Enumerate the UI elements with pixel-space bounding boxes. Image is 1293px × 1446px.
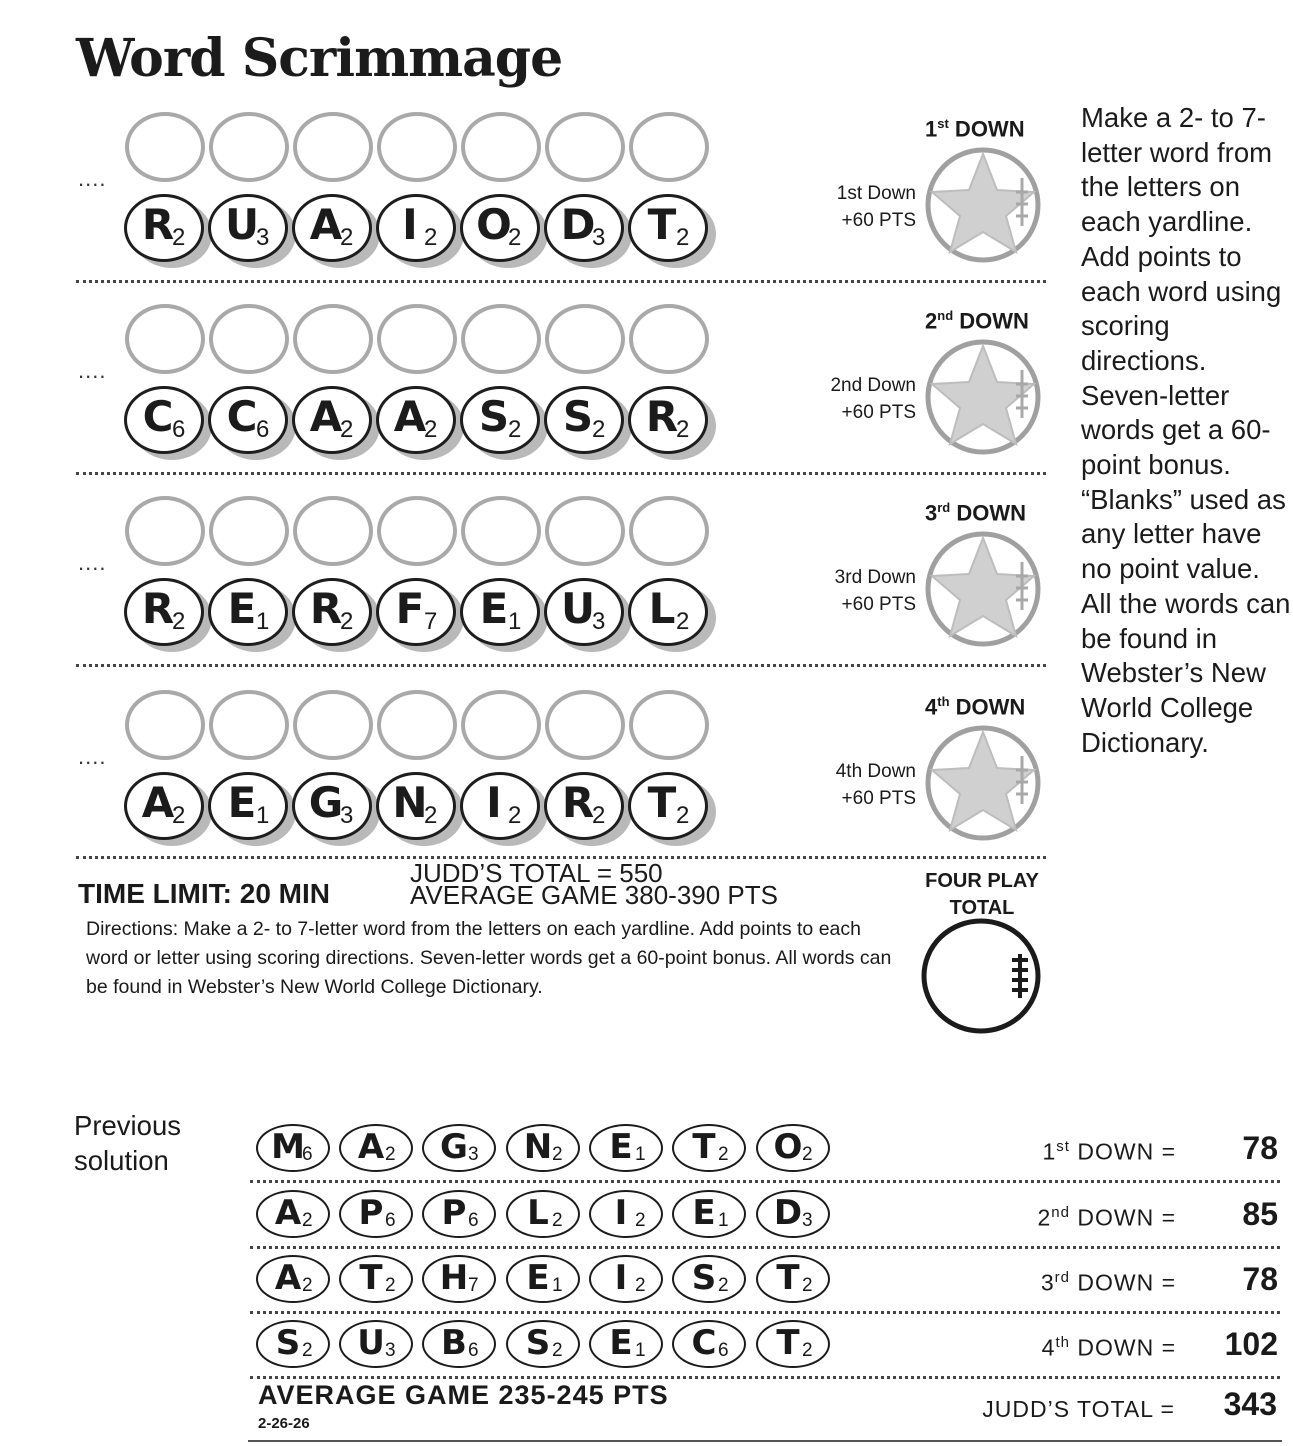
down-score-field[interactable] [924,338,1042,456]
tile-points: 1 [256,802,270,829]
row-leader-dots: .... [78,550,107,575]
tile-letter: A [393,392,427,441]
tile-letter: L [648,584,676,633]
bonus-down-label: 4th Down [835,761,916,782]
solution-tile [506,1124,580,1172]
answer-blank[interactable] [545,496,625,566]
answer-blank[interactable] [209,112,289,182]
previous-judds-total-label: JUDD’S TOTAL = [982,1396,1175,1422]
solution-tile [339,1124,413,1172]
letter-tile [544,772,624,840]
tile-letter: A [309,392,343,441]
tile-letter: T [692,1127,716,1167]
tile-points: 3 [592,608,606,635]
row-leader-dots: .... [78,358,107,383]
tile-points: 2 [302,1340,313,1361]
tile-letter: N [523,1127,553,1167]
tile-points: 2 [552,1144,563,1165]
letter-tile [628,578,708,646]
solution-tile [422,1190,496,1238]
solution-tile [589,1255,663,1303]
down-bonus [837,180,916,234]
down-word: DOWN = [1069,1334,1176,1361]
down-number: 1 [1042,1138,1057,1165]
tile-letter: C [142,392,174,441]
tile-letter: E [526,1258,550,1298]
down-ordinal: th [937,694,950,709]
tile-letter: S [478,392,510,441]
answer-blank[interactable] [125,496,205,566]
down-heading [925,308,1029,334]
solution-tile [422,1255,496,1303]
tile-letter: E [227,778,257,827]
solution-tile [422,1320,496,1368]
answer-blank[interactable] [629,304,709,374]
letter-tile [628,194,708,262]
tile-points: 2 [508,802,522,829]
total-label: TOTAL [949,897,1015,919]
tile-points: 1 [635,1340,646,1361]
tile-points: 2 [802,1275,813,1296]
answer-blank[interactable] [377,112,457,182]
answer-blank[interactable] [377,496,457,566]
tile-letter: P [358,1193,384,1233]
bonus-points-label: +60 PTS [841,402,916,423]
tile-points: 2 [552,1340,563,1361]
solution-tile [589,1190,663,1238]
tile-points: 2 [340,608,354,635]
solution-tile [339,1320,413,1368]
letter-tile [292,194,372,262]
solution-row [256,1120,1286,1182]
answer-blank[interactable] [377,304,457,374]
tile-points: 2 [718,1144,729,1165]
tile-points: 3 [256,224,270,251]
tile-points: 3 [592,224,606,251]
down-number: 4 [925,694,938,720]
tile-letter: S [562,392,594,441]
down-heading [925,694,1025,720]
letter-tile [376,578,456,646]
tile-letter: R [561,778,595,827]
solution-tile [672,1190,746,1238]
down-bonus [830,372,916,426]
solution-down-label [1037,1204,1176,1232]
letter-tile [460,194,540,262]
tile-letter: T [647,778,677,827]
letter-tile [292,578,372,646]
solution-tile [506,1255,580,1303]
four-play-label: FOUR PLAY [925,870,1039,892]
letter-tile [544,386,624,454]
tile-points: 2 [172,224,186,251]
bonus-points-label: +60 PTS [841,788,916,809]
tile-letter: R [309,584,343,633]
tile-points: 6 [468,1340,479,1361]
answer-blank[interactable] [293,496,373,566]
solution-tile [672,1124,746,1172]
yardline-row [0,108,1060,298]
down-score-field[interactable] [924,530,1042,648]
tile-letter: O [773,1127,803,1167]
tile-points: 2 [508,416,522,443]
answer-blank[interactable] [209,690,289,760]
bonus-points-label: +60 PTS [841,594,916,615]
letter-tile [544,578,624,646]
solution-row [256,1186,1286,1248]
solution-tile [756,1255,830,1303]
yardline-row [0,492,1060,682]
tile-letter: E [692,1193,716,1233]
answer-blank[interactable] [461,112,541,182]
tile-points: 7 [468,1275,479,1296]
tile-points: 2 [592,416,606,443]
letter-tile [460,386,540,454]
down-ordinal: st [937,116,949,131]
tile-points: 3 [385,1340,396,1361]
down-number: 1 [925,116,938,142]
previous-date: 2-26-26 [258,1415,310,1432]
answer-blank[interactable] [209,304,289,374]
tile-points: 1 [508,608,522,635]
yardline-divider [76,280,1046,283]
tile-points: 2 [802,1144,813,1165]
tile-points: 2 [592,802,606,829]
solution-tile [672,1320,746,1368]
tile-letter: B [441,1323,467,1363]
tile-letter: A [357,1127,385,1167]
tile-points: 2 [385,1275,396,1296]
tile-letter: H [439,1258,469,1298]
solution-down-label [1043,1138,1177,1166]
tile-letter: S [525,1323,551,1363]
tile-letter: N [392,778,428,827]
bonus-down-label: 3rd Down [834,567,916,588]
down-ordinal: nd [937,308,954,323]
tile-points: 6 [172,416,186,443]
solution-tile [756,1124,830,1172]
letter-tile [208,578,288,646]
answer-blank[interactable] [293,690,373,760]
answer-blank[interactable] [545,112,625,182]
yardline-divider [76,472,1046,475]
solution-tile [256,1320,330,1368]
solution-tile [756,1320,830,1368]
tile-letter: T [776,1323,800,1363]
tile-points: 6 [302,1144,313,1165]
yardline-row [0,686,1060,876]
row-leader-dots: .... [78,166,107,191]
tile-points: 1 [256,608,270,635]
letter-tile [376,772,456,840]
tile-points: 6 [718,1340,729,1361]
down-number: 3 [1040,1269,1055,1296]
previous-average-game: AVERAGE GAME 235-245 PTS [258,1380,669,1410]
tile-points: 6 [256,416,270,443]
solution-down-score: 78 [1242,1261,1278,1297]
tile-letter: M [271,1127,305,1167]
tile-points: 2 [172,608,186,635]
answer-blank[interactable] [125,112,205,182]
answer-blank[interactable] [377,690,457,760]
bottom-rule [248,1440,1282,1442]
tile-points: 6 [385,1210,396,1231]
solution-tile [256,1124,330,1172]
down-word: DOWN [948,116,1025,142]
down-number: 3 [925,500,938,526]
down-heading [925,500,1026,526]
tile-points: 2 [676,608,690,635]
yardline-row [0,300,1060,490]
tile-points: 2 [508,224,522,251]
tile-letter: S [275,1323,301,1363]
four-play-total-field[interactable] [920,918,1042,1034]
down-score-field[interactable] [924,146,1042,264]
tile-letter: A [274,1258,302,1298]
tile-letter: I [614,1193,628,1233]
yardline-divider [76,664,1046,667]
time-limit: TIME LIMIT: 20 MIN [78,878,330,909]
letter-tile [292,386,372,454]
tile-letter: S [691,1258,717,1298]
tile-letter: E [609,1323,633,1363]
answer-blank[interactable] [629,112,709,182]
tile-letter: E [227,584,257,633]
letter-tile [460,772,540,840]
answer-blank[interactable] [629,496,709,566]
letter-tile [376,194,456,262]
down-word: DOWN [949,694,1026,720]
tile-points: 2 [172,802,186,829]
side-directions: Make a 2- to 7-letter word from the letters on each yardline. Add points to each word using scoring directions. Seven-letter words get a 60-point bonus. “Blanks” used as any letter have no point value. All the words can be found in Webster’s New World College Dictionary. [1081,102,1291,758]
solution-tile [422,1124,496,1172]
tile-points: 2 [676,224,690,251]
tile-letter: I [614,1258,628,1298]
down-bonus [835,564,916,618]
tile-points: 2 [718,1275,729,1296]
answer-blank[interactable] [125,690,205,760]
down-number: 2 [1037,1204,1052,1231]
tile-letter: R [645,392,679,441]
answer-blank[interactable] [461,304,541,374]
letter-tile [208,194,288,262]
tile-points: 2 [385,1144,396,1165]
tile-points: 2 [302,1210,313,1231]
four-play-total-heading [918,868,1046,922]
tile-points: 1 [552,1275,563,1296]
tile-points: 7 [424,608,438,635]
solution-down-score: 102 [1224,1326,1278,1362]
judds-total: JUDD’S TOTAL = 550 [410,858,663,888]
letter-tile [460,578,540,646]
tile-letter: I [486,778,502,827]
tile-points: 2 [635,1210,646,1231]
tile-points: 2 [340,224,354,251]
tile-letter: D [560,200,596,249]
tile-letter: R [141,200,175,249]
letter-tile [376,386,456,454]
tile-letter: U [357,1323,385,1363]
tile-points: 2 [424,416,438,443]
down-word: DOWN = [1069,1138,1176,1165]
tile-letter: G [440,1127,468,1167]
letter-tile [124,386,204,454]
letter-tile [124,194,204,262]
answer-blank[interactable] [209,496,289,566]
letter-tile [124,772,204,840]
letter-tile [292,772,372,840]
solution-down-score: 78 [1242,1130,1278,1166]
tile-letter: A [309,200,343,249]
down-heading [925,116,1025,142]
down-word: DOWN [953,308,1029,334]
tile-letter: U [560,584,596,633]
solution-tile [256,1190,330,1238]
tile-letter: T [647,200,677,249]
average-game: AVERAGE GAME 380-390 PTS [410,880,778,910]
tile-letter: P [441,1193,467,1233]
bonus-down-label: 2nd Down [830,375,916,396]
row-leader-dots: .... [78,744,107,769]
solution-row [256,1316,1286,1378]
letter-tile [628,386,708,454]
directions-text: Directions: Make a 2- to 7-letter word from the letters on each yardline. Add points to each word or letter using scoring directions. Seven-letter words get a 60-point bonus. All words can be found in Webster’s New World College Dictionary. [86,918,892,998]
tile-points: 3 [340,802,354,829]
down-ordinal: rd [937,500,951,515]
tile-points: 3 [802,1210,813,1231]
solution-tile [756,1190,830,1238]
solution-down-score: 85 [1242,1196,1278,1232]
tile-letter: R [141,584,175,633]
puzzle-title: Word Scrimmage [76,28,563,89]
answer-blank[interactable] [545,304,625,374]
answer-blank[interactable] [293,112,373,182]
solution-tile [589,1320,663,1368]
down-word: DOWN [950,500,1027,526]
tile-letter: E [479,584,509,633]
solution-tile [339,1190,413,1238]
solution-divider [250,1311,1280,1314]
solution-down-label [1041,1269,1176,1297]
solution-tile [672,1255,746,1303]
tile-points: 1 [635,1144,646,1165]
letter-tile [628,772,708,840]
answer-blank[interactable] [629,690,709,760]
bonus-points-label: +60 PTS [841,210,916,231]
solution-divider [250,1376,1280,1379]
down-score-field[interactable] [924,724,1042,842]
solution-tile [506,1320,580,1368]
tile-letter: E [609,1127,633,1167]
down-word: DOWN = [1069,1204,1176,1231]
tile-points: 2 [424,802,438,829]
tile-letter: T [776,1258,800,1298]
tile-letter: C [691,1323,717,1363]
tile-letter: O [476,200,512,249]
down-word: DOWN = [1069,1269,1176,1296]
tile-letter: D [773,1193,803,1233]
down-ordinal: st [1056,1138,1070,1155]
tile-letter: C [226,392,258,441]
answer-blank[interactable] [461,496,541,566]
tile-letter: A [141,778,175,827]
tile-points: 2 [676,802,690,829]
down-ordinal: nd [1051,1204,1070,1221]
tile-letter: A [274,1193,302,1233]
down-number: 2 [925,308,938,334]
answer-blank[interactable] [125,304,205,374]
previous-judds-total-score: 343 [1223,1386,1277,1422]
letter-tile [124,578,204,646]
letter-tile [208,772,288,840]
solution-tile [506,1190,580,1238]
tile-points: 2 [302,1275,313,1296]
down-ordinal: th [1055,1334,1070,1351]
tile-points: 2 [340,416,354,443]
tile-letter: G [308,778,344,827]
tile-points: 2 [424,224,438,251]
letter-tile [544,194,624,262]
tile-points: 3 [468,1144,479,1165]
bonus-down-label: 1st Down [836,183,916,204]
solution-down-label [1042,1334,1176,1362]
tile-letter: F [395,584,425,633]
answer-blank[interactable] [545,690,625,760]
tile-letter: U [224,200,260,249]
tile-points: 6 [468,1210,479,1231]
tile-letter: T [359,1258,383,1298]
solution-tile [339,1255,413,1303]
down-number: 4 [1041,1334,1056,1361]
previous-solution-label: Previous solution [74,1110,181,1176]
tile-points: 2 [635,1275,646,1296]
down-bonus [836,758,916,812]
tile-points: 2 [802,1340,813,1361]
solution-divider [250,1180,1280,1183]
tile-points: 2 [552,1210,563,1231]
tile-points: 1 [718,1210,729,1231]
tile-letter: I [402,200,418,249]
letter-tile [208,386,288,454]
solution-row [256,1251,1286,1313]
answer-blank[interactable] [293,304,373,374]
solution-tile [256,1255,330,1303]
solution-divider [250,1246,1280,1249]
down-ordinal: rd [1054,1269,1070,1286]
answer-blank[interactable] [461,690,541,760]
tile-letter: L [527,1193,549,1233]
solution-tile [589,1124,663,1172]
tile-points: 2 [676,416,690,443]
